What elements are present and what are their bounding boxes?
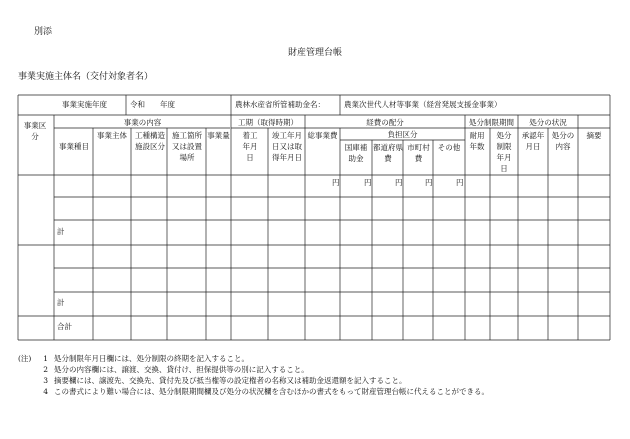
- header-useful-years: 耐用年数: [469, 131, 485, 151]
- note-item: [18, 364, 489, 375]
- header-burden: 負担区分: [387, 130, 418, 139]
- attachment-label: 別添: [34, 27, 53, 37]
- header-quantity: 事業量: [207, 131, 230, 140]
- header-other: その他: [437, 143, 461, 152]
- header-disposal-status: 処分の状況: [529, 118, 567, 127]
- header-start-date: 着工年月日: [242, 131, 258, 162]
- municipality-yen-unit: 円: [425, 178, 433, 187]
- header-municipality: 市町村費: [407, 143, 430, 163]
- header-approval-date: 承認年月日: [521, 131, 545, 151]
- header-disposal-limit-date: 処分制限年月日: [496, 131, 512, 173]
- national-yen-unit: 円: [364, 178, 372, 187]
- header-category: 事業区分: [23, 121, 47, 141]
- fiscal-year-label: 事業実施年度: [62, 100, 107, 109]
- header-operator: 事業主体: [97, 131, 127, 140]
- notes-section: [18, 353, 489, 397]
- subsidy-name: 農業次世代人材等事業（経営発展支援金事業）: [344, 100, 502, 109]
- note-text: 摘要欄には、譲渡先、交換先、貸付先及び抵当権等の設定権者の名称又は補助金返還額を記入すること。: [54, 376, 407, 385]
- total-cost-yen-unit: 円: [332, 178, 340, 187]
- notes-label: (注): [18, 354, 32, 363]
- subtotal-row-label: 計: [57, 298, 65, 307]
- note-text: 処分の内容欄には、譲渡、交換、貸付け、担保提供等の別に記入すること。: [54, 365, 309, 374]
- header-disposal-content: 処分の内容: [551, 131, 575, 151]
- other-yen-unit: 円: [456, 178, 464, 187]
- header-content: 事業の内容: [123, 118, 162, 127]
- note-item: [18, 386, 489, 397]
- header-completion-date: 竣工年月日又は取得年月日: [272, 131, 302, 162]
- entity-name-label: 事業実施主体名（交付対象者名）: [18, 72, 154, 82]
- header-project-type: 事業種目: [59, 142, 89, 151]
- header-prefecture: 都道府県費: [373, 143, 403, 163]
- note-item: [18, 375, 489, 386]
- header-cost-allocation: 経費の配分: [366, 118, 404, 127]
- header-total-cost: 総事業費: [307, 131, 338, 140]
- subsidy-bureau-label: 農林水産省所管補助金名：: [235, 100, 325, 109]
- header-disposal-limit: 処分制限期間: [469, 118, 514, 127]
- note-text: 処分制限年月日欄には、処分制限の終期を記入すること。: [54, 354, 249, 363]
- note-number: 4: [43, 387, 48, 396]
- header-period: 工期（取得時期）: [238, 118, 298, 127]
- grand-total-row-label: 合計: [57, 322, 72, 331]
- note-number: 1: [43, 354, 48, 363]
- note-number: 3: [43, 376, 48, 385]
- note-text: この書式により難い場合には、処分制限期間欄及び処分の状況欄を含むほかの書式をもって財産管理台帳に代えることができる。: [54, 387, 489, 396]
- header-location: 施工箇所又は設置場所: [172, 131, 202, 162]
- subtotal-row-label: 計: [57, 227, 65, 236]
- fiscal-year-value: 令和 年度: [130, 100, 175, 109]
- note-item: [18, 353, 489, 364]
- document-title: 財産管理台帳: [287, 48, 342, 58]
- prefecture-yen-unit: 円: [395, 178, 403, 187]
- header-national-subsidy: 国庫補助金: [344, 143, 368, 163]
- header-remarks: 摘要: [586, 131, 602, 140]
- header-structure: 工種構造施設区分: [135, 131, 165, 151]
- note-number: 2: [43, 365, 48, 374]
